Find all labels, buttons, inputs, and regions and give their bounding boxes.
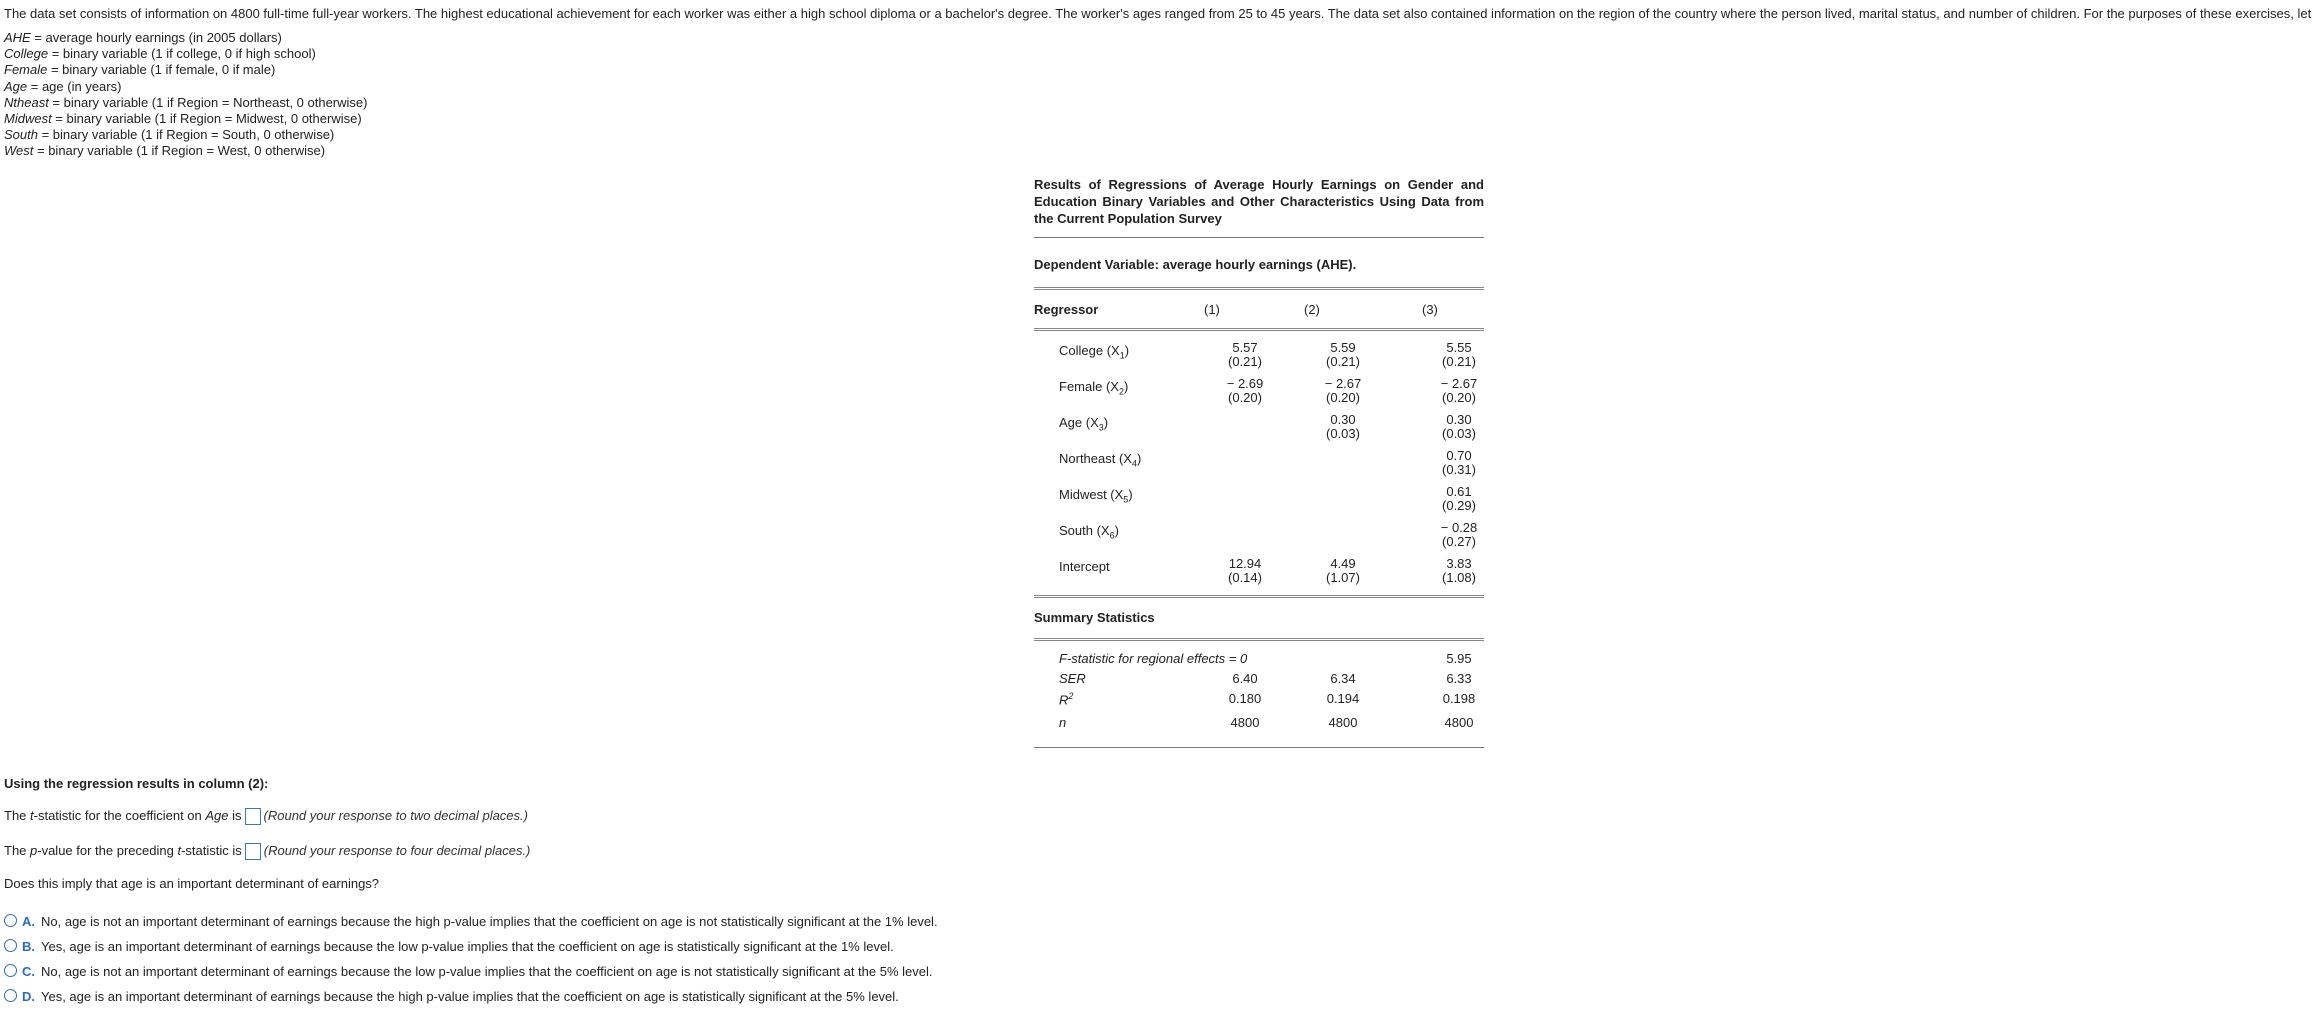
table-row: [1034, 555, 1484, 591]
variable-definitions: [4, 30, 367, 160]
table-row: [1034, 411, 1484, 447]
option-c[interactable]: C. No, age is not an important determinant of earnings because the low p-value implies that the coefficient on age is not statistically significant at the 5% level.: [4, 963, 932, 981]
table-title: Results of Regressions of Average Hourly Earnings on Gender and Education Binary Variables and Other Characteristics Using Data from the Current Population Survey: [1034, 177, 1484, 226]
header-col-2: (2): [1304, 302, 1320, 317]
regression-table: [1034, 176, 1484, 748]
cell: 3.83 (1.08): [1442, 556, 1476, 585]
cell: − 2.67 (0.20): [1324, 376, 1362, 405]
summary-title: Summary Statistics: [1034, 610, 1155, 625]
cell: 5.95: [1446, 651, 1472, 666]
header-col-3: (3): [1422, 302, 1438, 317]
summary-label: F-statistic for regional effects = 0: [1059, 651, 1248, 666]
header-col-1: (1): [1204, 302, 1220, 317]
row-label: Northeast $(X_4)$: [1059, 451, 1142, 469]
summary-row: [1034, 713, 1484, 737]
radio-button-icon[interactable]: [4, 989, 17, 1002]
radio-button-icon[interactable]: [4, 939, 17, 952]
question-interpretation: Does this imply that age is an important determinant of earnings?: [4, 876, 380, 891]
definition-item: College = binary variable (1 if college, 0 if high school): [4, 46, 316, 62]
row-label: College $(X_1)$: [1059, 343, 1130, 361]
row-label: Midwest $(X_5)$: [1059, 487, 1133, 505]
question-p-value: The p-value for the preceding t-statistic is (Round your response to four decimal places.): [4, 842, 530, 860]
table-row: [1034, 375, 1484, 411]
cell: − 2.69 (0.20): [1226, 376, 1264, 405]
cell: 0.30 (0.03): [1326, 412, 1360, 441]
definition-item: Midwest = binary variable (1 if Region = Midwest, 0 otherwise): [4, 111, 362, 127]
summary-label: $R^2$: [1059, 691, 1074, 708]
summary-row: [1034, 689, 1484, 713]
definition-item: Ntheast = binary variable (1 if Region = Northeast, 0 otherwise): [4, 94, 368, 110]
cell: 4800: [1328, 715, 1358, 730]
cell: − 2.67 (0.20): [1440, 376, 1478, 405]
table-divider: [1034, 237, 1484, 238]
summary-row: [1034, 669, 1484, 689]
radio-button-icon[interactable]: [4, 914, 17, 927]
option-a[interactable]: A. No, age is not an important determinant of earnings because the high p-value implies that the coefficient on age is not statistically significant at the 1% level.: [4, 913, 938, 931]
cell: 4800: [1444, 715, 1474, 730]
table-row: [1034, 339, 1484, 375]
header-regressor: Regressor: [1034, 302, 1099, 317]
table-row: [1034, 483, 1484, 519]
question-heading: Using the regression results in column (2):: [4, 776, 269, 791]
cell: 5.59 (0.21): [1326, 340, 1360, 369]
radio-button-icon[interactable]: [4, 964, 17, 977]
summary-label: SER: [1059, 671, 1086, 686]
cell: 0.61 (0.29): [1442, 484, 1476, 513]
row-label: Age $(X_3)$: [1059, 415, 1109, 433]
definition-item: South = binary variable (1 if Region = South, 0 otherwise): [4, 127, 335, 143]
cell: 6.40: [1232, 671, 1258, 686]
cell: 0.70 (0.31): [1442, 448, 1476, 477]
table-row: [1034, 447, 1484, 483]
table-header: [1034, 290, 1484, 328]
row-label: Female $(X_2)$: [1059, 379, 1129, 397]
cell: − 0.28 (0.27): [1440, 520, 1478, 549]
cell: 5.55 (0.21): [1442, 340, 1476, 369]
cell: 4.49 (1.07): [1326, 556, 1360, 585]
summary-row: [1034, 649, 1484, 669]
dependent-variable: Dependent Variable: average hourly earnings (AHE).: [1034, 257, 1357, 272]
t-statistic-answer-box[interactable]: [245, 808, 261, 825]
question-t-statistic: The t-statistic for the coefficient on Age is (Round your response to two decimal places.): [4, 807, 528, 825]
option-b[interactable]: B. Yes, age is an important determinant of earnings because the low p-value implies that the coefficient on age is statistically significant at the 1% level.: [4, 938, 894, 956]
row-label: Intercept: [1059, 559, 1110, 574]
table-row: [1034, 519, 1484, 555]
cell: 12.94 (0.14): [1228, 556, 1262, 585]
cell: 5.57 (0.21): [1228, 340, 1262, 369]
cell: 4800: [1230, 715, 1260, 730]
table-divider: [1034, 747, 1484, 748]
cell: 6.33: [1446, 671, 1472, 686]
definition-item: Age = age (in years): [4, 78, 122, 94]
definition-item: Female = binary variable (1 if female, 0 if male): [4, 62, 276, 78]
cell: 0.194: [1326, 691, 1360, 706]
definition-item: West = binary variable (1 if Region = West, 0 otherwise): [4, 143, 326, 159]
cell: 0.30 (0.03): [1442, 412, 1476, 441]
row-label: South $(X_6)$: [1059, 523, 1119, 541]
summary-label: n: [1059, 715, 1067, 730]
cell: 0.180: [1228, 691, 1262, 706]
option-d[interactable]: D. Yes, age is an important determinant of earnings because the high p-value implies that the coefficient on age is statistically significant at the 5% level.: [4, 988, 899, 1006]
cell: 0.198: [1442, 691, 1476, 706]
cell: 6.34: [1330, 671, 1356, 686]
intro-text: The data set consists of information on 4800 full-time full-year workers. The highest educational achievement for each worker was either a high school diploma or a bachelor's degree. The worker's ages ranged from 25 to 45 years. The data set also contained information on the region of the country where the person lived, marital status, and number of children. For the purposes of these exercises, let: [4, 6, 2312, 21]
p-value-answer-box[interactable]: [245, 843, 261, 860]
definition-item: AHE = average hourly earnings (in 2005 dollars): [4, 30, 282, 45]
